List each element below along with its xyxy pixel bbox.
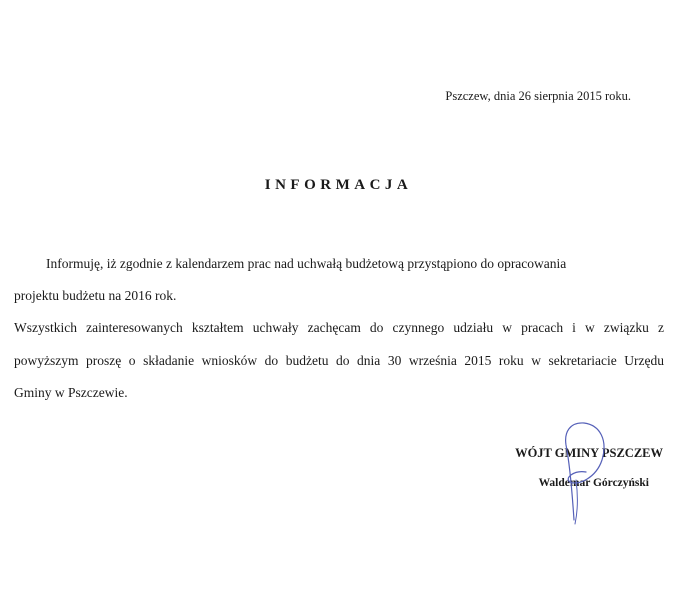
paragraph-2-line-2: powyższym proszę o składanie wniosków do budżetu do dnia 30 września 2015 roku w sekretariacie Urzędu	[14, 353, 664, 368]
paragraph-1-line-2: projektu budżetu na 2016 rok.	[14, 288, 177, 303]
signature-title: WÓJT GMINY PSZCZEW	[515, 446, 663, 460]
document-title: INFORMACJA	[264, 177, 413, 193]
paragraph-2-line-1: Wszystkich zainteresowanych kształtem uchwały zachęcam do czynnego udziału w pracach i w związku z	[14, 320, 664, 335]
paragraph-1-line-1: Informuję, iż zgodnie z kalendarzem prac nad uchwałą budżetową przystąpiono do opracowania	[46, 256, 567, 271]
handwritten-signature	[556, 420, 616, 530]
date-line: Pszczew, dnia 26 sierpnia 2015 roku.	[445, 89, 631, 103]
signature-name: Waldemar Górczyński	[538, 477, 649, 489]
paragraph-2-line-3: Gminy w Pszczewie.	[14, 385, 128, 400]
